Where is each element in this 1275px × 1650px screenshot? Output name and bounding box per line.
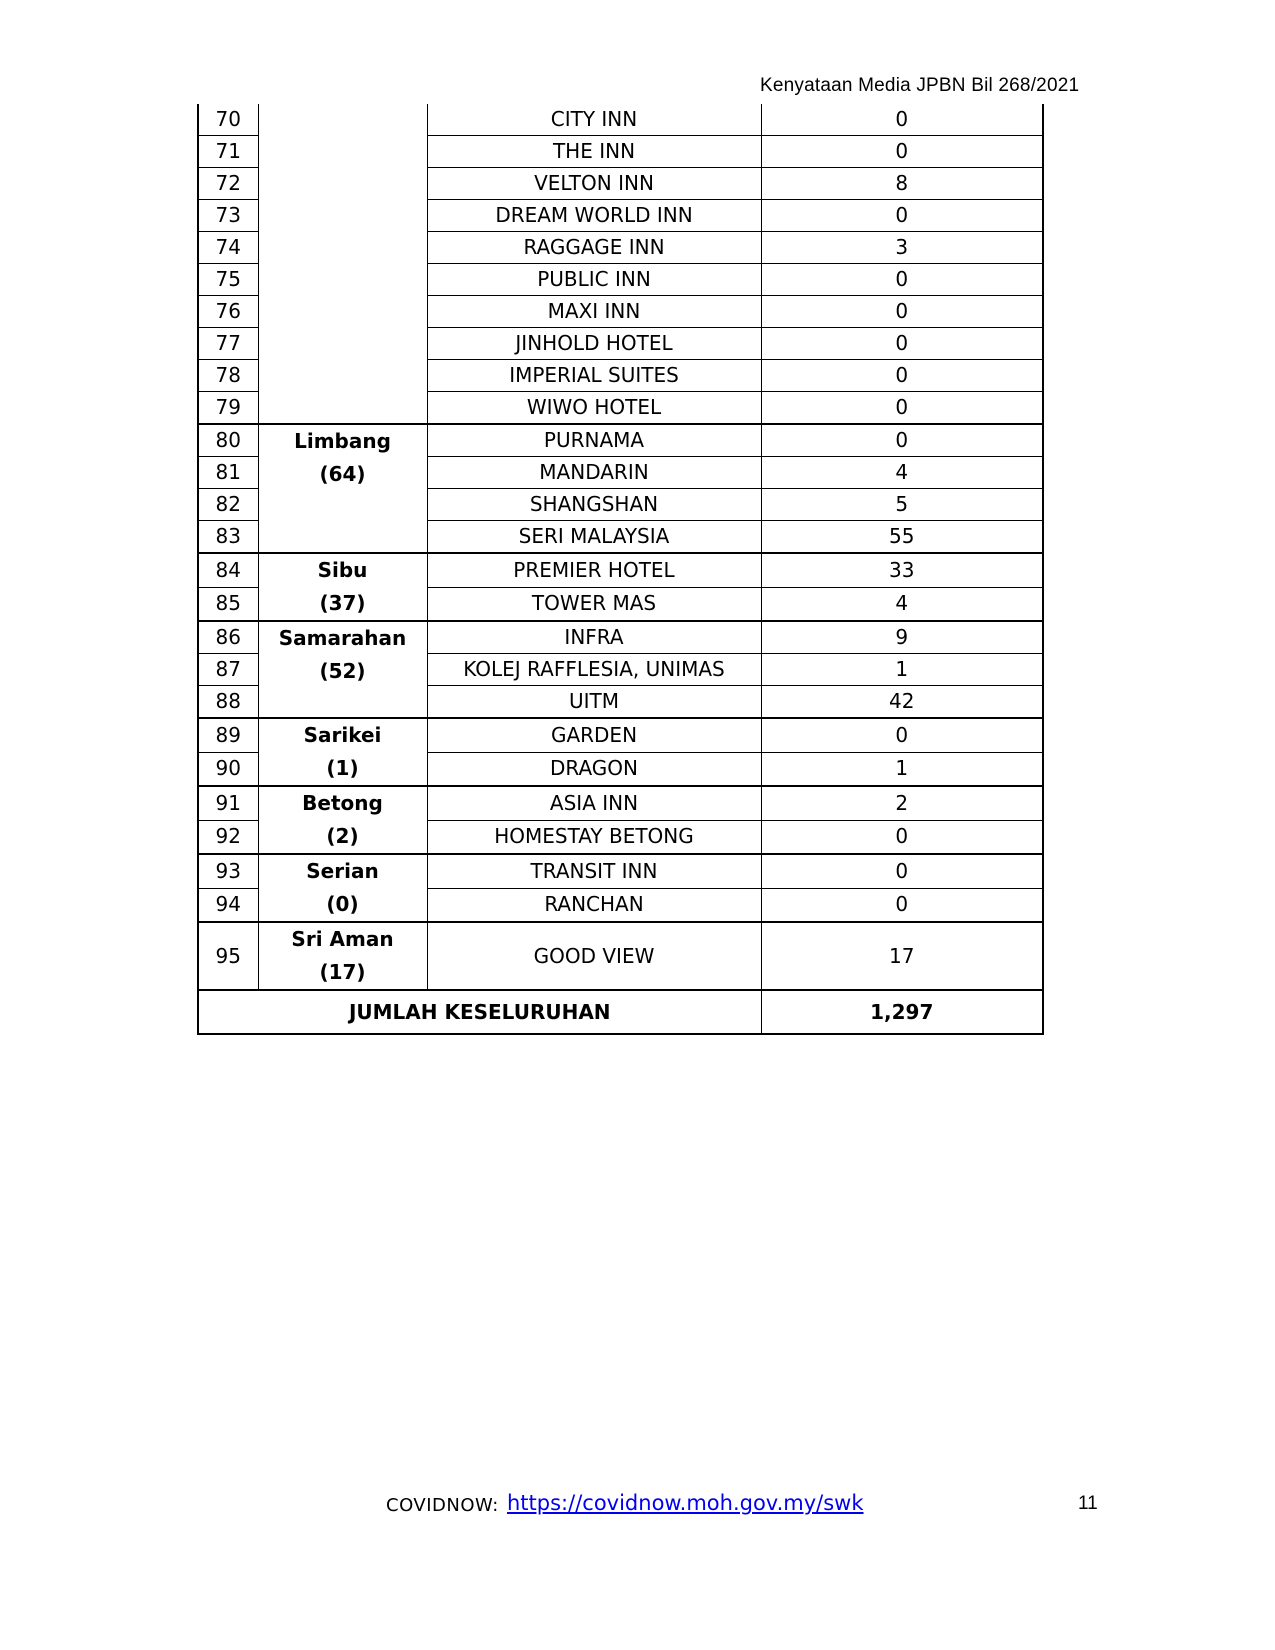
case-count: 0 (761, 296, 1043, 328)
case-count: 0 (761, 328, 1043, 360)
hotel-name: DRAGON (427, 752, 761, 786)
row-number: 70 (198, 104, 258, 136)
case-count: 55 (761, 521, 1043, 554)
case-count: 1 (761, 654, 1043, 686)
hotel-name: TOWER MAS (427, 587, 761, 621)
division-name: Sarikei (303, 723, 382, 747)
case-count: 42 (761, 686, 1043, 719)
case-count: 0 (761, 136, 1043, 168)
hotel-name: GOOD VIEW (427, 922, 761, 990)
table-row (198, 621, 1043, 654)
row-number: 82 (198, 489, 258, 521)
case-count: 4 (761, 457, 1043, 489)
page-number: 11 (1078, 1493, 1098, 1514)
total-value: 1,297 (761, 990, 1043, 1034)
covidnow-label: COVIDNOW: (386, 1495, 499, 1516)
hotel-name: VELTON INN (427, 168, 761, 200)
case-count: 0 (761, 104, 1043, 136)
hotel-name: JINHOLD HOTEL (427, 328, 761, 360)
hotel-name: PUBLIC INN (427, 264, 761, 296)
total-row (198, 990, 1043, 1034)
case-count: 0 (761, 360, 1043, 392)
covidnow-link[interactable]: https://covidnow.moh.gov.my/swk (507, 1491, 864, 1515)
hotel-name: TRANSIT INN (427, 854, 761, 888)
case-count: 0 (761, 200, 1043, 232)
quarantine-hotel-table (197, 104, 1044, 1035)
hotel-name: CITY INN (427, 104, 761, 136)
row-number: 94 (198, 888, 258, 922)
division-name: Serian (306, 859, 379, 883)
division-sri-aman (258, 922, 427, 990)
row-number: 95 (198, 922, 258, 990)
division-name: Limbang (294, 429, 391, 453)
row-number: 77 (198, 328, 258, 360)
hotel-name: RANCHAN (427, 888, 761, 922)
row-number: 92 (198, 820, 258, 854)
case-count: 0 (761, 854, 1043, 888)
division-total: (64) (319, 462, 366, 486)
division-name: Sibu (317, 558, 368, 582)
hotel-name: UITM (427, 686, 761, 719)
division-total: (52) (319, 659, 366, 683)
division-total: (0) (326, 892, 359, 916)
hotel-name: HOMESTAY BETONG (427, 820, 761, 854)
division-serian (258, 854, 427, 922)
division-samarahan (258, 621, 427, 718)
case-count: 0 (761, 424, 1043, 457)
division-total: (1) (326, 756, 359, 780)
row-number: 86 (198, 621, 258, 654)
hotel-name: GARDEN (427, 718, 761, 752)
hotel-name: MAXI INN (427, 296, 761, 328)
hotel-name: MANDARIN (427, 457, 761, 489)
hotel-name: WIWO HOTEL (427, 392, 761, 425)
table-row (198, 786, 1043, 820)
division-total: (2) (326, 824, 359, 848)
row-number: 83 (198, 521, 258, 554)
table-row (198, 718, 1043, 752)
division-betong (258, 786, 427, 854)
row-number: 75 (198, 264, 258, 296)
hotel-name: PREMIER HOTEL (427, 553, 761, 587)
division-limbang (258, 424, 427, 553)
case-count: 0 (761, 392, 1043, 425)
hotel-name: DREAM WORLD INN (427, 200, 761, 232)
row-number: 81 (198, 457, 258, 489)
hotel-name: THE INN (427, 136, 761, 168)
row-number: 76 (198, 296, 258, 328)
case-count: 0 (761, 718, 1043, 752)
hotel-name: SHANGSHAN (427, 489, 761, 521)
row-number: 80 (198, 424, 258, 457)
division-sibu (258, 553, 427, 621)
division-total: (37) (319, 591, 366, 615)
table-row (198, 104, 1043, 136)
hotel-name: RAGGAGE INN (427, 232, 761, 264)
total-label: JUMLAH KESELURUHAN (198, 990, 761, 1034)
row-number: 91 (198, 786, 258, 820)
row-number: 85 (198, 587, 258, 621)
table-row (198, 922, 1043, 990)
row-number: 88 (198, 686, 258, 719)
hotel-name: ASIA INN (427, 786, 761, 820)
row-number: 72 (198, 168, 258, 200)
row-number: 89 (198, 718, 258, 752)
row-number: 74 (198, 232, 258, 264)
case-count: 0 (761, 820, 1043, 854)
hotel-name: KOLEJ RAFFLESIA, UNIMAS (427, 654, 761, 686)
document-header: Kenyataan Media JPBN Bil 268/2021 (760, 75, 1080, 96)
case-count: 33 (761, 553, 1043, 587)
case-count: 3 (761, 232, 1043, 264)
division-name: Sri Aman (291, 927, 394, 951)
division-cell-continued (258, 104, 427, 424)
division-name: Betong (302, 791, 383, 815)
row-number: 84 (198, 553, 258, 587)
row-number: 87 (198, 654, 258, 686)
hotel-name: IMPERIAL SUITES (427, 360, 761, 392)
case-count: 9 (761, 621, 1043, 654)
table-row (198, 553, 1043, 587)
row-number: 73 (198, 200, 258, 232)
row-number: 78 (198, 360, 258, 392)
case-count: 0 (761, 264, 1043, 296)
row-number: 93 (198, 854, 258, 888)
case-count: 5 (761, 489, 1043, 521)
row-number: 79 (198, 392, 258, 425)
division-total: (17) (319, 960, 366, 984)
case-count: 0 (761, 888, 1043, 922)
table-row (198, 424, 1043, 457)
hotel-name: PURNAMA (427, 424, 761, 457)
row-number: 90 (198, 752, 258, 786)
division-sarikei (258, 718, 427, 786)
hotel-name: INFRA (427, 621, 761, 654)
hotel-name: SERI MALAYSIA (427, 521, 761, 554)
case-count: 8 (761, 168, 1043, 200)
row-number: 71 (198, 136, 258, 168)
case-count: 17 (761, 922, 1043, 990)
case-count: 2 (761, 786, 1043, 820)
table-row (198, 854, 1043, 888)
case-count: 1 (761, 752, 1043, 786)
case-count: 4 (761, 587, 1043, 621)
division-name: Samarahan (278, 626, 407, 650)
